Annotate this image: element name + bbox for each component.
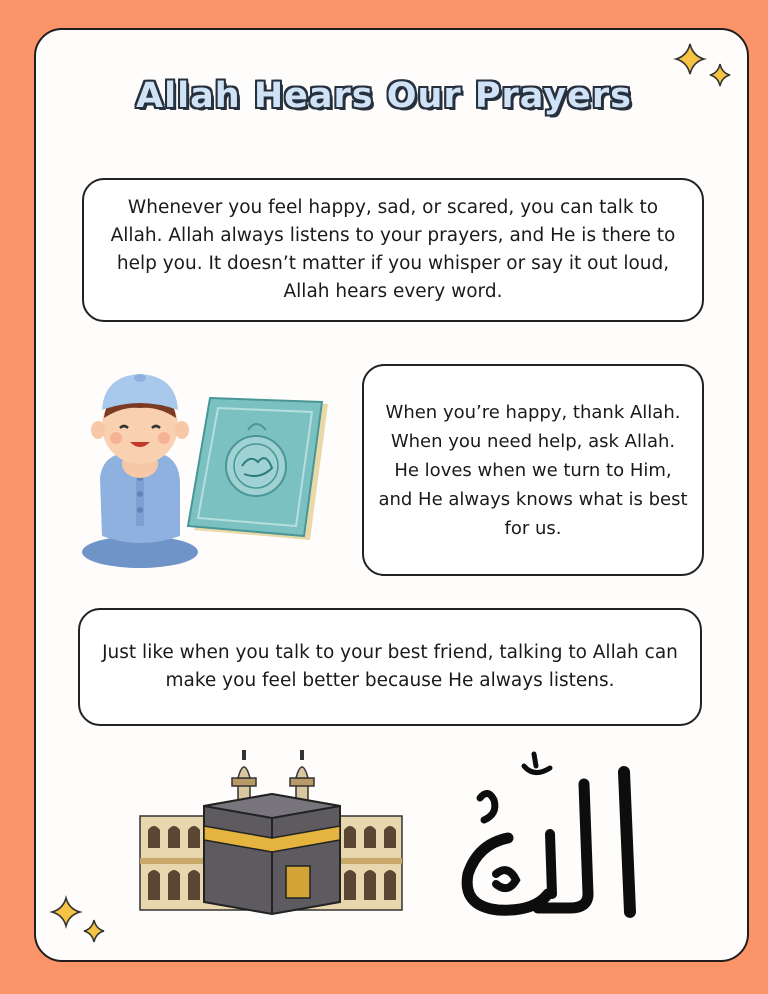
quran-book-illustration [186,394,332,544]
allah-calligraphy [438,744,650,924]
sparkle-icon [44,894,124,956]
paragraph-box-1 [82,178,704,322]
paragraph-text-2: When you’re happy, thank Allah. When you need help, ask Allah. He loves when we turn to Him, and He always knows what is best for us. [378,401,688,539]
sparkle-icon [668,40,746,100]
paragraph-text-3: Just like when you talk to your best friend, talking to Allah can make you feel better because He always listens. [102,642,678,691]
paragraph-box-2 [362,364,704,576]
page-title: Allah Hears Our Prayers [136,76,632,116]
kaaba-illustration [138,748,406,916]
paragraph-box-3 [78,608,702,726]
paragraph-text-1: Whenever you feel happy, sad, or scared, you can talk to Allah. Allah always listens to your prayers, and He is there to help you. It doesn’t matter if you whisper or say it out loud, Allah hears every word. [110,197,676,302]
